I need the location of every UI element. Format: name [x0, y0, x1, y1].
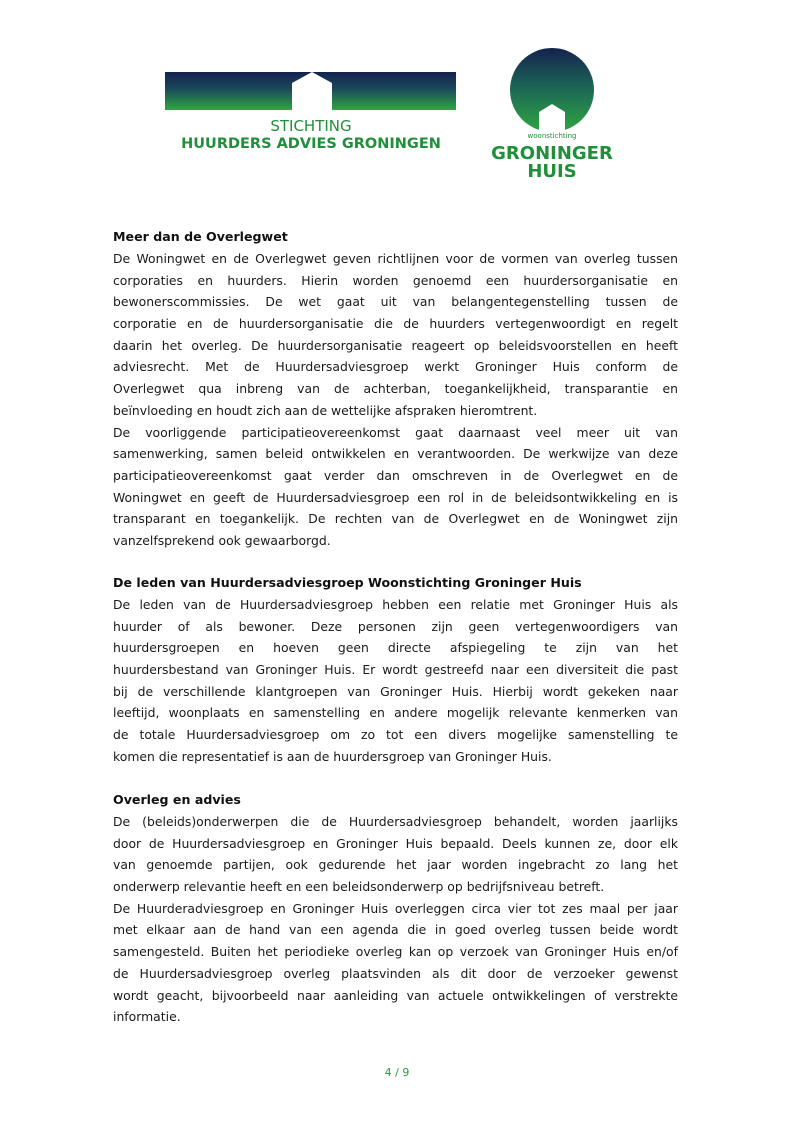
text-line: de totale Huurdersadviesgroep om zo tot een divers mogelijke samenstelling te	[113, 727, 678, 743]
paragraph	[113, 811, 678, 898]
page-number: 4 / 9	[384, 1066, 410, 1079]
text-line: De leden van de Huurdersadviesgroep hebben een relatie met Groninger Huis als	[113, 597, 678, 612]
text-line: corporaties en huurders. Hierin worden genoemd een huurdersorganisatie en	[113, 272, 678, 288]
section-heading: Meer dan de Overlegwet	[113, 229, 288, 244]
text-line: onderwerp relevantie heeft en een beleidsonderwerp op bedrijfsniveau betreft.	[113, 879, 605, 895]
text-line: huurdersbestand van Groninger Huis. Er wordt gestreefd naar een diversiteit die past	[113, 662, 678, 678]
text-line: De voorliggende participatieovereenkomst gaat daarnaast veel meer uit van	[113, 424, 678, 440]
text-line: samenwerking, samen beleid ontwikkelen en verantwoorden. De werkwijze van deze	[113, 446, 678, 462]
logo-right-small: woonstichting	[527, 132, 577, 140]
text-line: van genoemde partijen, ook gedurende het jaar worden ingebracht zo lang het	[113, 857, 678, 873]
text-line: leeftijd, woonplaats en samenstelling en andere mogelijk relevante kenmerken van	[113, 705, 678, 721]
paragraph	[113, 898, 678, 1028]
text-line: komen die representatief is aan de huurdersgroep van Groninger Huis.	[113, 748, 552, 764]
section	[113, 789, 678, 1028]
text-line: beïnvloeding en houdt zich aan de wettelijke afspraken hieromtrent.	[113, 402, 538, 418]
section	[113, 226, 678, 552]
text-line: De Woningwet en de Overlegwet geven richtlijnen voor de vormen van overleg tussen	[113, 251, 678, 266]
logo-circle-house-icon	[507, 46, 597, 134]
text-line: huurder of als bewoner. Deze personen zijn geen vertegenwoordigers van	[113, 618, 678, 634]
paragraph	[113, 248, 678, 422]
logo-right-line2: HUIS	[527, 161, 577, 182]
text-line: daarin het overleg. De huurdersorganisatie reageert op beleidsvoorstellen en heeft	[113, 337, 678, 353]
logo-left-line1: STICHTING	[270, 117, 352, 135]
text-line: participatieovereenkomst gaat verder dan omschreven in de Overlegwet en de	[113, 467, 678, 483]
text-line: huurdersgroepen en hoeven geen directe afspiegeling te zijn van het	[113, 640, 678, 656]
text-line: corporatie en de huurdersorganisatie die de huurders vertegenwoordigt en regelt	[113, 316, 678, 332]
section-heading: Overleg en advies	[113, 792, 241, 807]
text-line: bij de verschillende klantgroepen van Groninger Huis. Hierbij wordt gekeken naar	[113, 683, 678, 699]
text-line: transparant en toegankelijk. De rechten van de Overlegwet en de Woningwet zijn	[113, 511, 678, 527]
paragraph	[113, 594, 678, 768]
text-line: wordt geacht, bijvoorbeeld naar aanleiding van actuele ontwikkelingen of verstrekte	[113, 987, 678, 1003]
logo-left-line2: HUURDERS ADVIES GRONINGEN	[181, 136, 441, 152]
text-line: Overlegwet qua inbreng van de achterban, toegankelijkheid, transparantie en	[113, 381, 678, 397]
section	[113, 572, 678, 768]
logo-house-bar-icon	[165, 70, 457, 112]
text-line: Woningwet en geeft de Huurdersadviesgroep een rol in de beleidsontwikkeling en is	[113, 489, 678, 505]
text-line: De Huurderadviesgroep en Groninger Huis overleggen circa vier tot zes maal per jaar	[113, 900, 678, 916]
text-line: informatie.	[113, 1009, 181, 1025]
text-line: door de Huurdersadviesgroep en Groninger Huis bepaald. Deels kunnen ze, door elk	[113, 835, 678, 851]
text-line: samengesteld. Buiten het periodieke overleg kan op verzoek van Groninger Huis en/of	[113, 944, 678, 960]
paragraph	[113, 422, 678, 552]
logo-right-line1: GRONINGER	[491, 143, 613, 164]
text-line: met elkaar aan de hand van een agenda die in goed overleg tussen beide wordt	[113, 922, 678, 938]
text-line: vanzelfsprekend ook gewaarborgd.	[113, 532, 331, 548]
text-line: adviesrecht. Met de Huurdersadviesgroep werkt Groninger Huis conform de	[113, 359, 678, 375]
section-heading: De leden van Huurdersadviesgroep Woonstichting Groninger Huis	[113, 575, 582, 590]
text-line: de Huurdersadviesgroep overleg plaatsvinden als dit door de verzoeker gewenst	[113, 965, 678, 981]
text-line: bewonerscommissies. De wet gaat uit van belangentegenstelling tussen de	[113, 294, 678, 310]
text-line: De (beleids)onderwerpen die de Huurdersadviesgroep behandelt, worden jaarlijks	[113, 814, 678, 829]
